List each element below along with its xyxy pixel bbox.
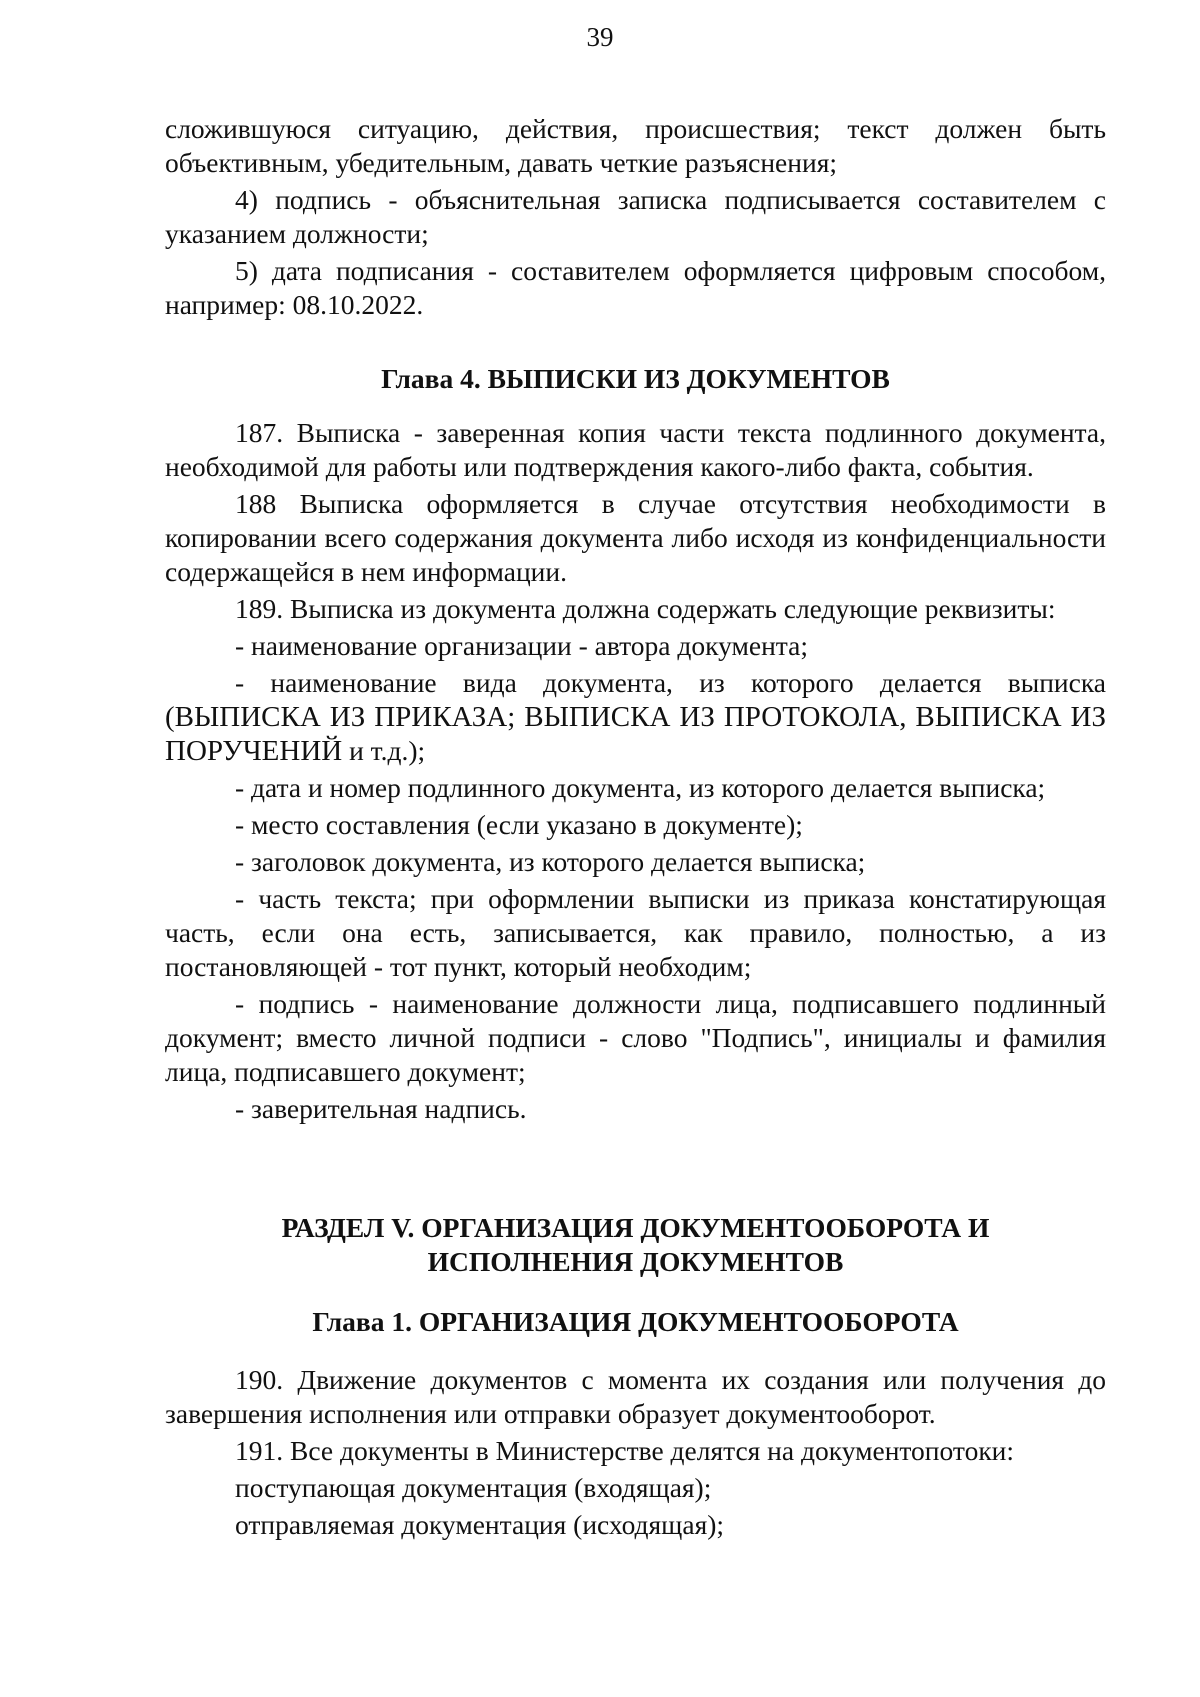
list-item-heading: - заголовок документа, из которого делается выписка; bbox=[235, 846, 866, 877]
list-item-text-part: - часть текста; при оформлении выписки из приказа констатирующая часть, если она есть, записывается, как правило, полностью, а из постановляющей - тот пункт, который необходим; bbox=[165, 883, 1106, 982]
section-5-heading-line-2: ИСПОЛНЕНИЯ ДОКУМЕНТОВ bbox=[427, 1246, 844, 1277]
paragraph-190: 190. Движение документов с момента их создания или получения до завершения исполнения или отправки образует документооборот. bbox=[165, 1364, 1106, 1429]
section-5-heading-line-1: РАЗДЕЛ V. ОРГАНИЗАЦИЯ ДОКУМЕНТООБОРОТА И bbox=[281, 1212, 990, 1243]
paragraph-187: 187. Выписка - заверенная копия части текста подлинного документа, необходимой для работы или подтверждения какого-либо факта, события. bbox=[165, 417, 1106, 482]
page-body bbox=[165, 112, 1106, 1542]
paragraph-188: 188 Выписка оформляется в случае отсутствия необходимости в копировании всего содержания документа либо исходя из конфиденциальности содержащейся в нем информации. bbox=[165, 488, 1106, 587]
paragraph-continuation: сложившуюся ситуацию, действия, происшествия; текст должен быть объективным, убедительным, давать четкие разъяснения; bbox=[165, 113, 1106, 178]
list-item-date-number: - дата и номер подлинного документа, из которого делается выписка; bbox=[235, 772, 1046, 803]
list-item-incoming: поступающая документация (входящая); bbox=[235, 1472, 712, 1503]
list-item-certification: - заверительная надпись. bbox=[235, 1093, 527, 1124]
paragraph-item-4: 4) подпись - объяснительная записка подписывается составителем с указанием должности; bbox=[165, 184, 1106, 249]
paragraph-item-5: 5) дата подписания - составителем оформляется цифровым способом, например: 08.10.2022. bbox=[165, 255, 1106, 320]
list-item-place: - место составления (если указано в документе); bbox=[235, 809, 803, 840]
list-item-document-type bbox=[165, 666, 1106, 768]
list-item-organization: - наименование организации - автора документа; bbox=[235, 630, 809, 661]
page-number: 39 bbox=[586, 22, 614, 52]
list-item-outgoing: отправляемая документация (исходящая); bbox=[235, 1509, 725, 1540]
list-item-signature: - подпись - наименование должности лица, подписавшего подлинный документ; вместо личной подписи - слово "Подпись", инициалы и фамилия лица, подписавшего документ; bbox=[165, 988, 1106, 1087]
list-item-document-type-caps: (ВЫПИСКА ИЗ ПРИКАЗА; ВЫПИСКА ИЗ ПРОТОКОЛА, ВЫПИСКА ИЗ ПОРУЧЕНИЙ bbox=[165, 701, 1106, 767]
paragraph-189: 189. Выписка из документа должна содержать следующие реквизиты: bbox=[235, 593, 1056, 624]
paragraph-191: 191. Все документы в Министерстве делятся на документопотоки: bbox=[235, 1435, 1015, 1466]
list-item-document-type-end: и т.д.); bbox=[342, 735, 426, 766]
chapter-4-heading: Глава 4. ВЫПИСКИ ИЗ ДОКУМЕНТОВ bbox=[381, 363, 890, 394]
list-item-document-type-text: - наименование вида документа, из которого делается выписка bbox=[235, 667, 1106, 698]
chapter-1-heading: Глава 1. ОРГАНИЗАЦИЯ ДОКУМЕНТООБОРОТА bbox=[312, 1306, 959, 1337]
